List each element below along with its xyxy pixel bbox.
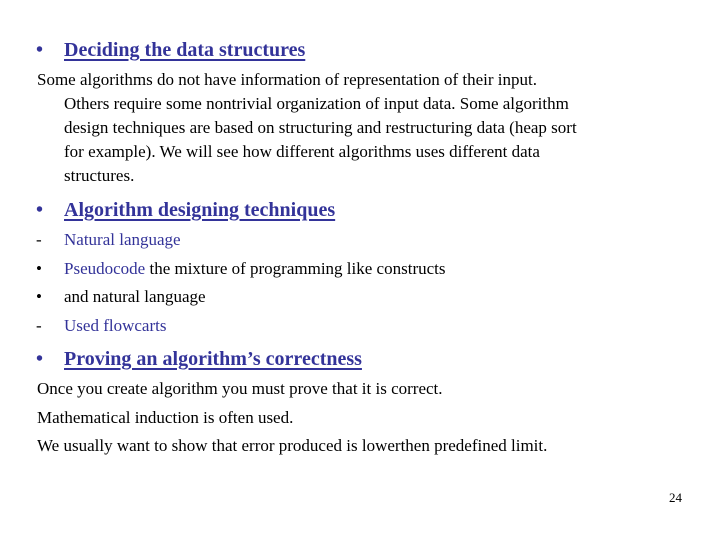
paragraph-line: Once you create algorithm you must prove that it is correct. bbox=[37, 379, 443, 398]
list-item bbox=[36, 312, 445, 341]
list-item-text: the mixture of programming like constructs bbox=[145, 258, 446, 278]
page-number: 24 bbox=[669, 490, 682, 505]
list-item-text: Used flowcarts bbox=[64, 315, 167, 335]
list-item-text: and natural language bbox=[64, 287, 206, 306]
heading-bullet: • bbox=[36, 348, 44, 370]
techniques-list bbox=[36, 226, 445, 340]
paragraph-line: Mathematical induction is often used. bbox=[37, 407, 294, 427]
heading-text: Deciding the data structures bbox=[64, 39, 306, 61]
list-item bbox=[36, 283, 445, 312]
correctness-paragraph bbox=[37, 375, 547, 461]
paragraph-line: Others require some nontrivial organization of input data. Some algorithm bbox=[64, 94, 569, 113]
list-item bbox=[36, 226, 445, 255]
paragraph-line: Some algorithms do not have information of representation of their input. bbox=[37, 70, 537, 89]
paragraph-line: structures. bbox=[64, 166, 135, 185]
list-item-text: Natural language bbox=[64, 230, 181, 249]
paragraph-line: for example). We will see how different algorithms uses different data bbox=[64, 142, 540, 161]
heading-bullet: • bbox=[36, 199, 44, 221]
list-marker: • bbox=[36, 258, 42, 278]
list-item bbox=[36, 255, 445, 284]
heading-bullet: • bbox=[36, 39, 44, 61]
list-marker: • bbox=[36, 287, 42, 306]
paragraph-data-structures bbox=[37, 68, 687, 188]
heading-text: Proving an algorithm’s correctness bbox=[64, 348, 362, 370]
section-heading-algorithm-techniques bbox=[36, 200, 335, 220]
paragraph-line: design techniques are based on structuring and restructuring data (heap sort bbox=[64, 118, 577, 137]
heading-text: Algorithm designing techniques bbox=[64, 199, 336, 221]
list-marker: - bbox=[36, 315, 42, 335]
paragraph-line: We usually want to show that error produced is lowerthen predefined limit. bbox=[37, 436, 548, 455]
list-marker: - bbox=[36, 230, 42, 249]
section-heading-correctness bbox=[36, 349, 362, 369]
list-item-text: Pseudocode bbox=[64, 258, 146, 278]
section-heading-data-structures bbox=[36, 40, 305, 60]
